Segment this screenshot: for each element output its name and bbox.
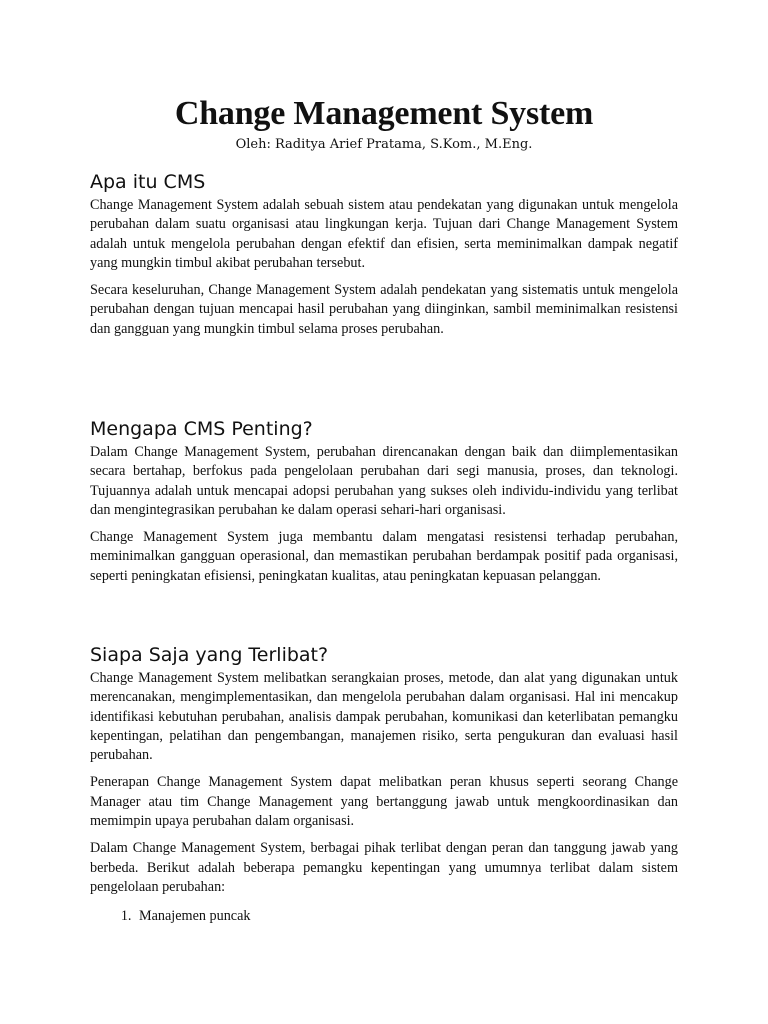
paragraph: Change Management System adalah sebuah sistem atau pendekatan yang digunakan untuk mengelola perubahan dalam suatu organisasi atau lingkungan kerja. Tujuan dari Change Management System adalah untuk mengelola perubahan dengan efektif dan efisien, serta meminimalkan dampak negatif yang mungkin timbul akibat perubahan tersebut. — [90, 197, 678, 271]
paragraph: Penerapan Change Management System dapat melibatkan peran khusus seperti seorang Change Manager atau tim Change Management yang bertanggung jawab untuk mengkoordinasikan dan memimpin upaya perubahan dalam organisasi. — [90, 774, 678, 830]
stakeholder-list — [90, 907, 678, 926]
document-author: Oleh: Raditya Arief Pratama, S.Kom., M.Eng. — [235, 137, 533, 152]
section-apa-itu-cms — [90, 170, 678, 347]
section-siapa-saja-yang-terlibat — [90, 643, 678, 927]
paragraph: Dalam Change Management System, perubahan direncanakan dengan baik dan diimplementasikan secara bertahap, berfokus pada pengelolaan perubahan dari segi manusia, proses, dan teknologi. Tujuannya adalah untuk mencapai adopsi perubahan yang sukses oleh individu-individu yang terlibat dan mengintegrasikan perubahan ke dalam operasi sehari-hari organisasi. — [90, 444, 678, 518]
section-heading: Mengapa CMS Penting? — [90, 418, 313, 440]
paragraph: Dalam Change Management System, berbagai pihak terlibat dengan peran dan tanggung jawab yang berbeda. Berikut adalah beberapa pemangku kepentingan yang umumnya terlibat dalam sistem pengelolaan perubahan: — [90, 840, 678, 895]
paragraph: Secara keseluruhan, Change Management System adalah pendekatan yang sistematis untuk mengelola perubahan dengan tujuan mencapai hasil perubahan yang diinginkan, sambil meminimalkan resistensi dan gangguan yang mungkin timbul selama proses perubahan. — [90, 282, 678, 337]
paragraph: Change Management System juga membantu dalam mengatasi resistensi terhadap perubahan, meminimalkan gangguan operasional, dan memastikan perubahan berdampak positif pada organisasi, seperti peningkatan efisiensi, peningkatan kualitas, atau peningkatan kepuasan pelanggan. — [90, 529, 678, 584]
document-title: Change Management System — [174, 95, 594, 132]
section-mengapa-cms-penting — [90, 417, 678, 594]
section-heading: Apa itu CMS — [90, 171, 206, 193]
section-heading: Siapa Saja yang Terlibat? — [90, 644, 329, 666]
list-item: 1. Manajemen puncak — [135, 907, 678, 926]
paragraph: Change Management System melibatkan serangkaian proses, metode, dan alat yang digunakan untuk merencanakan, mengimplementasikan, dan mengelola perubahan dalam organisasi. Hal ini mencakup identifikasi kebutuhan perubahan, analisis dampak perubahan, komunikasi dan keterlibatan pemangku kepentingan, pelatihan dan pengembangan, manajemen risiko, serta pengukuran dan evaluasi hasil perubahan. — [90, 670, 678, 764]
